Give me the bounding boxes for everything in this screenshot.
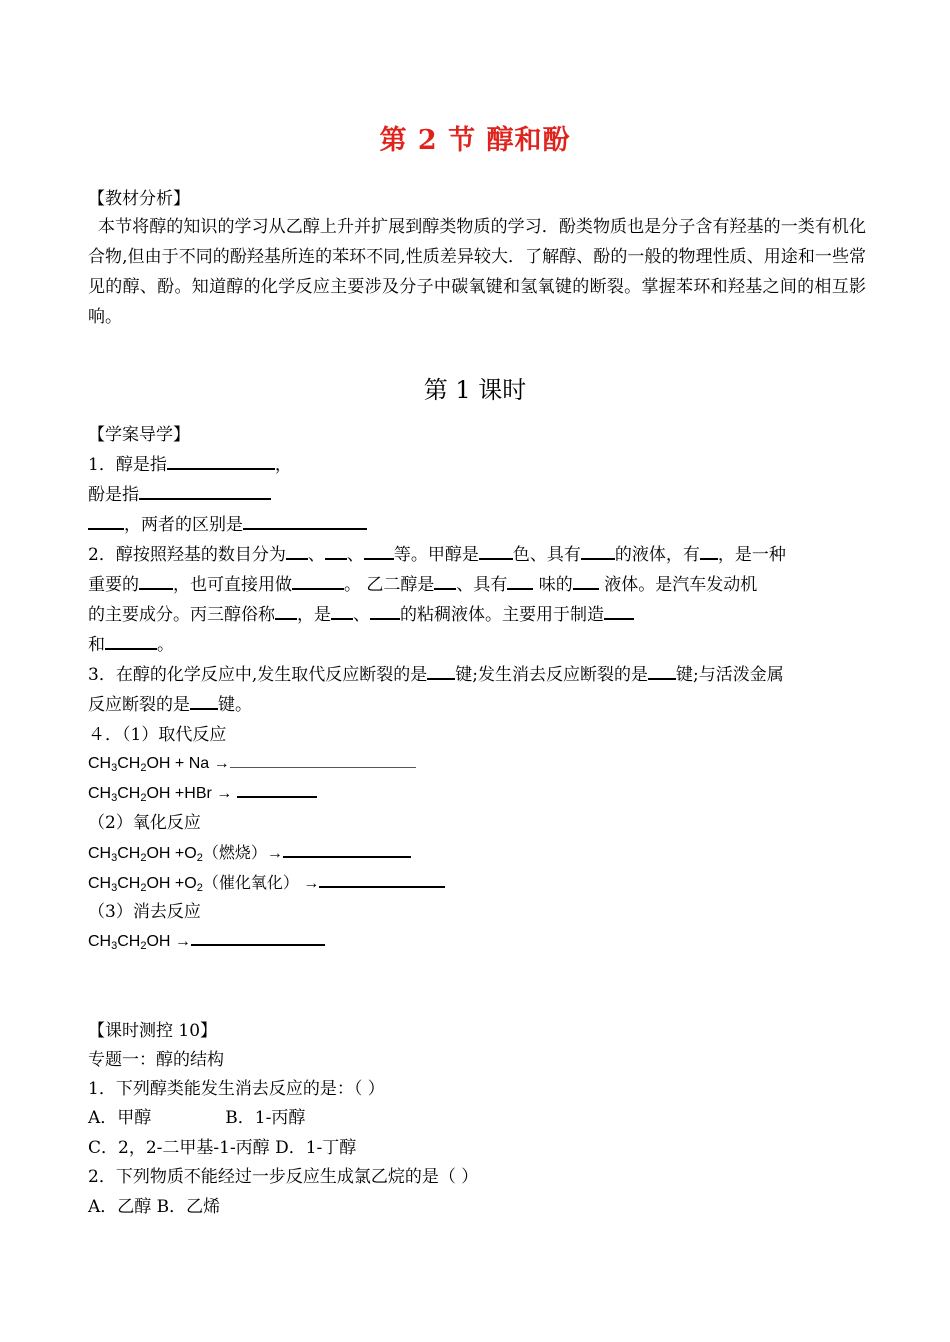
answer-blank bbox=[243, 510, 367, 530]
question-3-line-2: 反应断裂的是 键。 bbox=[88, 690, 252, 720]
test-topic: 专题一：醇的结构 bbox=[88, 1050, 224, 1070]
test-question-2-options: A．乙醇 B．乙烯 bbox=[88, 1197, 221, 1217]
reaction-ethanol-catalytic-oxidation: $CH_3CH_2OH +O_2$（催化氧化） → bbox=[88, 868, 445, 899]
reaction-ethanol-hbr: $CH_3CH_2OH +HBr$ → bbox=[88, 779, 317, 809]
answer-blank bbox=[190, 690, 218, 710]
test-question-1-options-cd: C．2，2-二甲基-1-丙醇 D．1-丁醇 bbox=[88, 1138, 357, 1158]
reaction-ethanol-elimination: $CH_3CH_2OH$ → bbox=[88, 927, 325, 957]
arrow-icon: → bbox=[216, 785, 233, 802]
guide-header: 【学案导学】 bbox=[88, 425, 190, 445]
oxidation-header: （2）氧化反应 bbox=[88, 813, 201, 833]
lesson-title: 第 1 课时 bbox=[423, 376, 527, 404]
answer-blank bbox=[275, 600, 297, 620]
answer-blank bbox=[105, 630, 157, 650]
analysis-header: 【教材分析】 bbox=[88, 189, 190, 209]
test-question-1-options-ab bbox=[88, 1103, 305, 1133]
arrow-icon: → bbox=[174, 933, 191, 950]
question-1-line-3: ，两者的区别是 bbox=[88, 510, 367, 540]
answer-blank bbox=[283, 839, 411, 858]
answer-blank bbox=[191, 927, 325, 946]
question-1-line-2: 酚是指 bbox=[88, 480, 271, 510]
answer-blank bbox=[479, 540, 513, 560]
test-question-1: 1．下列醇类能发生消去反应的是：（ ） bbox=[88, 1079, 385, 1099]
answer-blank bbox=[700, 540, 718, 560]
arrow-icon: → bbox=[303, 875, 320, 892]
arrow-icon: → bbox=[213, 755, 230, 772]
question-2-line-3: 的主要成分。丙三醇俗称 ，是 、 的粘稠液体。主要用于制造 bbox=[88, 600, 634, 630]
test-header: 【课时测控 10】 bbox=[88, 1021, 218, 1041]
answer-blank bbox=[427, 660, 455, 680]
analysis-body: 本节将醇的知识的学习从乙醇上升并扩展到醇类物质的学习．酚类物质也是分子含有羟基的一类有机化合物,但由于不同的酚羟基所连的苯环不同,性质差异较大．了解醇、酚的一般的物理性质、用途和一些常见的醇、酚。知道醇的化学反应主要涉及分子中碳氧键和氢氧键的断裂。掌握苯环和羟基之间的相互影响。 bbox=[88, 217, 866, 327]
answer-blank bbox=[167, 450, 275, 470]
answer-blank bbox=[139, 480, 271, 500]
answer-blank bbox=[230, 750, 416, 768]
section-title: 第 2 节 醇和酚 bbox=[379, 125, 571, 156]
arrow-icon: → bbox=[266, 845, 283, 862]
answer-blank bbox=[88, 510, 124, 530]
answer-blank bbox=[370, 600, 400, 620]
question-1-line-1: 1．醇是指 ， bbox=[88, 450, 292, 480]
option-b: B．1-丙醇 bbox=[225, 1108, 306, 1128]
option-a: A．甲醇 bbox=[88, 1108, 152, 1128]
answer-blank bbox=[292, 570, 344, 590]
answer-blank bbox=[139, 570, 173, 590]
question-2-line-4: 和 。 bbox=[88, 630, 174, 660]
answer-blank bbox=[237, 779, 317, 798]
question-2-line-1: 2．醇按照羟基的数目分为 、 、 等。甲醇是 色、具有 的液体，有 ，是一种 bbox=[88, 540, 786, 570]
answer-blank bbox=[364, 540, 394, 560]
answer-blank bbox=[581, 540, 615, 560]
answer-blank bbox=[434, 570, 456, 590]
answer-blank bbox=[573, 570, 599, 590]
reaction-ethanol-sodium: $CH_3CH_2OH + Na$ → bbox=[88, 749, 416, 779]
answer-blank bbox=[507, 570, 533, 590]
answer-blank bbox=[331, 600, 353, 620]
reaction-ethanol-combustion: $CH_3CH_2OH +O_2$（燃烧）→ bbox=[88, 838, 411, 869]
question-3-line-1: 3．在醇的化学反应中,发生取代反应断裂的是 键;发生消去反应断裂的是 键;与活泼金属 bbox=[88, 660, 784, 690]
test-question-2: 2．下列物质不能经过一步反应生成氯乙烷的是（ ） bbox=[88, 1167, 479, 1187]
elimination-header: （3）消去反应 bbox=[88, 902, 201, 922]
answer-blank bbox=[286, 540, 308, 560]
answer-blank bbox=[604, 600, 634, 620]
answer-blank bbox=[325, 540, 347, 560]
question-2-line-2: 重要的 ，也可直接用做 。 乙二醇是 、具有 味的 液体。是汽车发动机 bbox=[88, 570, 757, 600]
question-4-header: ４．（1）取代反应 bbox=[88, 725, 227, 745]
answer-blank bbox=[648, 660, 676, 680]
answer-blank bbox=[319, 869, 445, 888]
